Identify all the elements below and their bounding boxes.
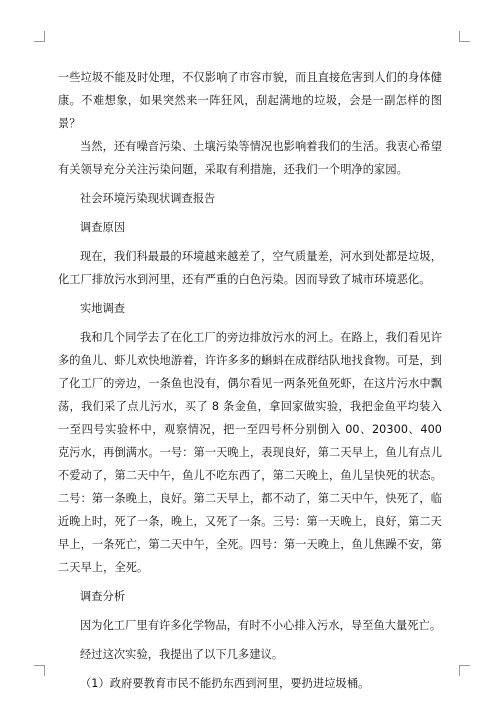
heading-field-survey: 实地调查	[80, 302, 126, 315]
crop-mark-top-left	[34, 31, 45, 42]
paragraph-field-survey: 我和几个同学去了在化工厂的旁边排放污水的河上。在路上，我们看见许多的鱼儿、虾儿欢快地游着，许许多多的蝌蚪在成群结队地找食物。可是，到了化工厂的旁边，一条鱼也没有，偶尔看见一两条死鱼死虾，在这片污水中飘荡，我们采了点儿污水，买了 8 条金鱼，拿回家做实验，我把金鱼平均装入一至四号实验杯中，观察情况，把一至四号杯分别倒入 00、20300、400 克污水，再倒满水。一号：第一天晚上，表现良好，第二天早上，鱼儿有点儿不爱动了，第二天中午，鱼儿不吃东西了，第二天晚上，鱼儿呈快死的状态。二号：第一条晚上，良好。第二天早上，都不动了，第二天中午，快死了，临近晚上时，死了一条，晚上，又死了一条。三号：第一天晚上，良好，第二天早上，一条死亡，第二天中午，全死。四号：第一天晚上，鱼儿焦躁不安，第二天早上，全死。	[58, 331, 442, 574]
paragraph-suggestion-1: （1）政府要教育市民不能扔东西到河里，要扔进垃圾桶。	[80, 677, 370, 690]
paragraph-survey-analysis: 因为化工厂里有许多化学物品，有时不小心排入污水，导至鱼大量死亡。	[80, 619, 442, 632]
paragraph-survey-reason: 现在，我们科最最的环境越来越差了，空气质量差，河水到处都是垃圾，化工厂排放污水到河里，还有严重的白色污染。因而导致了城市环境恶化。	[58, 250, 442, 286]
report-title: 社会环境污染现状调查报告	[80, 192, 216, 205]
crop-mark-top-right	[459, 31, 470, 42]
crop-mark-bottom-left	[34, 665, 45, 676]
paragraph-suggestions-intro: 经过这次实验，我提出了以下几多建议。	[80, 648, 284, 661]
document-body	[58, 66, 442, 701]
crop-mark-bottom-right	[459, 665, 470, 676]
paragraph-garbage: 一些垃圾不能及时处理，不仅影响了市容市貌，而且直接危害到人们的身体健康。不难想象，如果突然来一阵狂风，刮起满地的垃圾，会是一副怎样的图景？	[58, 71, 442, 130]
heading-survey-reason: 调查原因	[80, 221, 126, 234]
paragraph-other-pollution: 当然，还有噪音污染、土壤污染等情况也影响着我们的生活。我衷心希望有关领导充分关注污染问题，采取有利措施，还我们一个明净的家园。	[58, 140, 442, 176]
heading-survey-analysis: 调查分析	[80, 590, 126, 603]
